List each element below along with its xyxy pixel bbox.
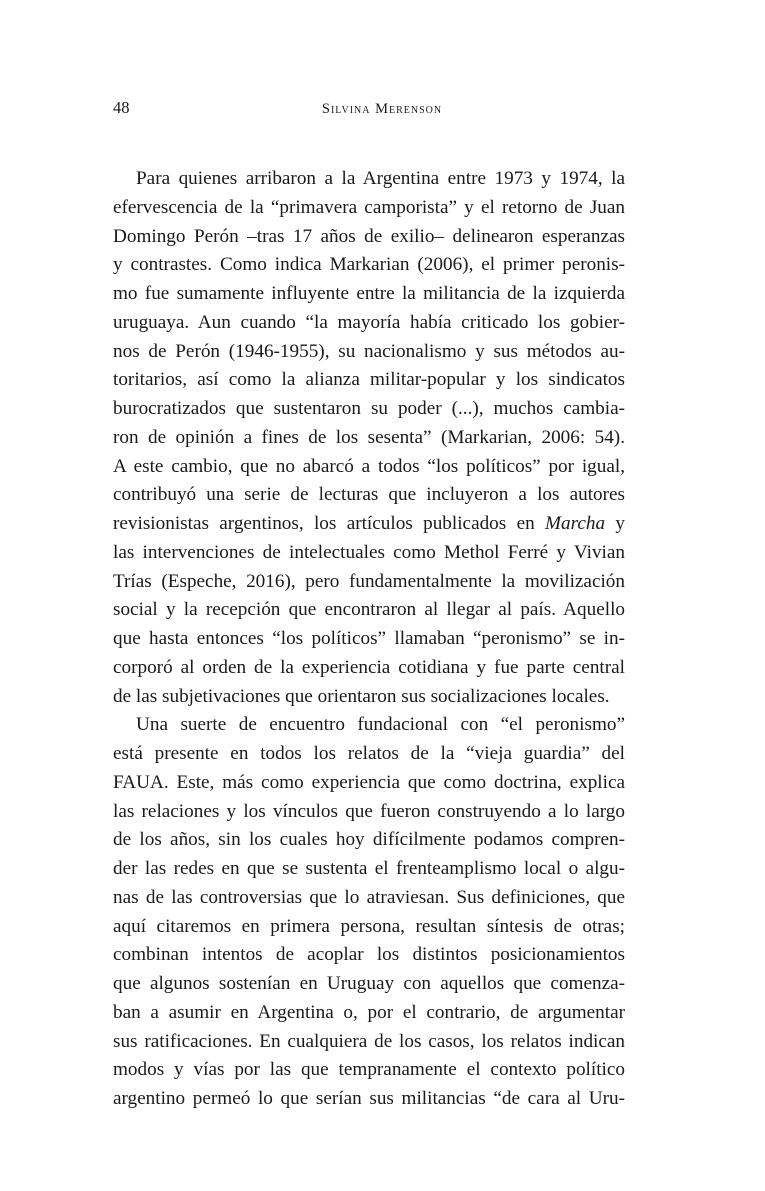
text-line: argentino permeó lo que serían sus militancias “de cara al Uru- (113, 1088, 625, 1109)
text-line: y contrastes. Como indica Markarian (2006), el primer peronis- (113, 254, 625, 276)
body-text (113, 165, 625, 1114)
text-line: social y la recepción que encontraron al llegar al país. Aquello (113, 599, 625, 621)
italic-title: Marcha (545, 513, 606, 534)
text-line: FAUA. Este, más como experiencia que como doctrina, explica (113, 771, 625, 793)
text-line: toritarios, así como la alianza militar-popular y los sindicatos (113, 369, 625, 391)
text-line: der las redes en que se sustenta el frenteamplismo local o algu- (113, 858, 625, 879)
page-number: 48 (113, 98, 130, 117)
text-line: las intervenciones de intelectuales como Methol Ferré y Vivian (113, 541, 625, 563)
text-line: Domingo Perón –tras 17 años de exilio– delinearon esperanzas (113, 225, 625, 247)
text-line: burocratizados que sustentaron su poder (...), muchos cambia- (113, 398, 625, 419)
text-line: Trías (Espeche, 2016), pero fundamentalmente la movilización (113, 570, 625, 592)
text-line: sus ratificaciones. En cualquiera de los casos, los relatos indican (113, 1030, 625, 1052)
text-line: uruguaya. Aun cuando “la mayoría había criticado los gobier- (113, 311, 625, 333)
text-line: que hasta entonces “los políticos” llamaban “peronismo” se in- (113, 628, 625, 649)
text-line: combinan intentos de acoplar los distintos posicionamientos (113, 944, 625, 966)
text-line: Una suerte de encuentro fundacional con “el peronismo” (136, 714, 625, 736)
running-head: Silvina Merenson (321, 101, 443, 117)
text-line: Para quienes arribaron a la Argentina entre 1973 y 1974, la (136, 168, 625, 189)
text-line: A este cambio, que no abarcó a todos “los políticos” por igual, (113, 455, 625, 477)
text-line: revisionistas argentinos, los artículos publicados en Marcha y (113, 513, 625, 534)
text-line: las relaciones y los vínculos que fueron construyendo a lo largo (113, 800, 625, 822)
text-line: está presente en todos los relatos de la “vieja guardia” del (113, 743, 625, 764)
text-line: ron de opinión a fines de los sesenta” (Markarian, 2006: 54). (113, 426, 625, 448)
text-line: nas de las controversias que lo atraviesan. Sus definiciones, que (113, 886, 625, 908)
text-line: ban a asumir en Argentina o, por el contrario, de argumentar (113, 1001, 625, 1023)
text-line: efervescencia de la “primavera camporista” y el retorno de Juan (113, 196, 625, 218)
text-line: corporó al orden de la experiencia cotidiana y fue parte central (113, 656, 625, 678)
text-line: de los años, sin los cuales hoy difícilmente podamos compren- (113, 829, 625, 851)
text-line: que algunos sostenían en Uruguay con aquellos que comenza- (113, 973, 625, 994)
text-line: contribuyó una serie de lecturas que incluyeron a los autores (113, 484, 625, 506)
text-line: modos y vías por las que tempranamente el contexto político (113, 1059, 625, 1081)
text-line: de las subjetivaciones que orientaron sus socializaciones locales. (113, 685, 610, 707)
text-line: mo fue sumamente influyente entre la militancia de la izquierda (113, 283, 625, 304)
text-line: nos de Perón (1946-1955), su nacionalismo y sus métodos au- (113, 340, 625, 362)
text-line: aquí citaremos en primera persona, resultan síntesis de otras; (113, 915, 625, 937)
